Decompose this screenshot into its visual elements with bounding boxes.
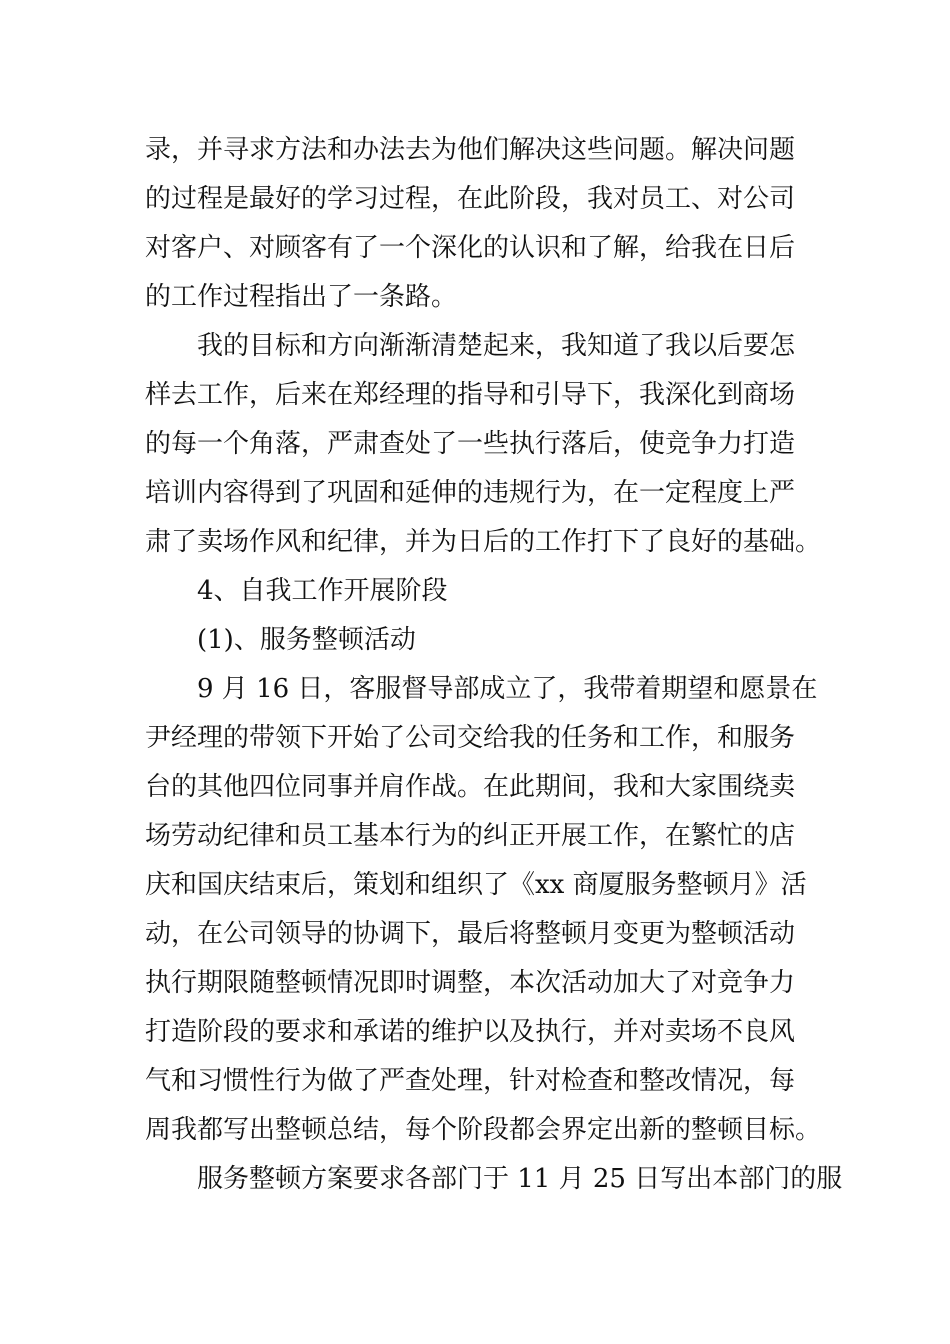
text-line: 对客户、对顾客有了一个深化的认识和了解，给我在日后 (145, 233, 796, 263)
text-line: 我的目标和方向渐渐清楚起来，我知道了我以后要怎 (197, 331, 796, 361)
text-line: 录，并寻求方法和办法去为他们解决这些问题。解决问题 (145, 135, 796, 165)
text-line: 执行期限随整顿情况即时调整，本次活动加大了对竞争力 (145, 968, 796, 998)
text-line: 服务整顿方案要求各部门于 11 月 25 日写出本部门的服 (197, 1164, 843, 1194)
text-line: 动，在公司领导的协调下，最后将整顿月变更为整顿活动 (145, 919, 796, 949)
text-line: 庆和国庆结束后，策划和组织了《xx 商厦服务整顿月》活 (145, 870, 807, 900)
text-line: 场劳动纪律和员工基本行为的纠正开展工作，在繁忙的店 (145, 821, 796, 851)
text-line: 的过程是最好的学习过程，在此阶段，我对员工、对公司 (145, 184, 796, 214)
text-line: 样去工作，后来在郑经理的指导和引导下，我深化到商场 (145, 380, 796, 410)
text-line: 气和习惯性行为做了严查处理，针对检查和整改情况，每 (145, 1066, 796, 1096)
text-line: 的每一个角落，严肃查处了一些执行落后，使竞争力打造 (145, 429, 796, 459)
document-body (145, 126, 843, 1204)
text-line: 肃了卖场作风和纪律，并为日后的工作打下了良好的基础。 (145, 527, 822, 557)
text-line: 周我都写出整顿总结，每个阶段都会界定出新的整顿目标。 (145, 1115, 822, 1145)
text-line: 的工作过程指出了一条路。 (145, 282, 458, 312)
text-line: 培训内容得到了巩固和延伸的违规行为，在一定程度上严 (145, 478, 796, 508)
text-line: 台的其他四位同事并肩作战。在此期间，我和大家围绕卖 (145, 772, 796, 802)
text-line: 尹经理的带领下开始了公司交给我的任务和工作，和服务 (145, 723, 796, 753)
text-line: 9 月 16 日，客服督导部成立了，我带着期望和愿景在 (197, 674, 818, 704)
text-line: 打造阶段的要求和承诺的维护以及执行，并对卖场不良风 (145, 1017, 796, 1047)
subsection-heading: (1)、服务整顿活动 (197, 625, 416, 655)
section-heading: 4、自我工作开展阶段 (197, 576, 448, 606)
